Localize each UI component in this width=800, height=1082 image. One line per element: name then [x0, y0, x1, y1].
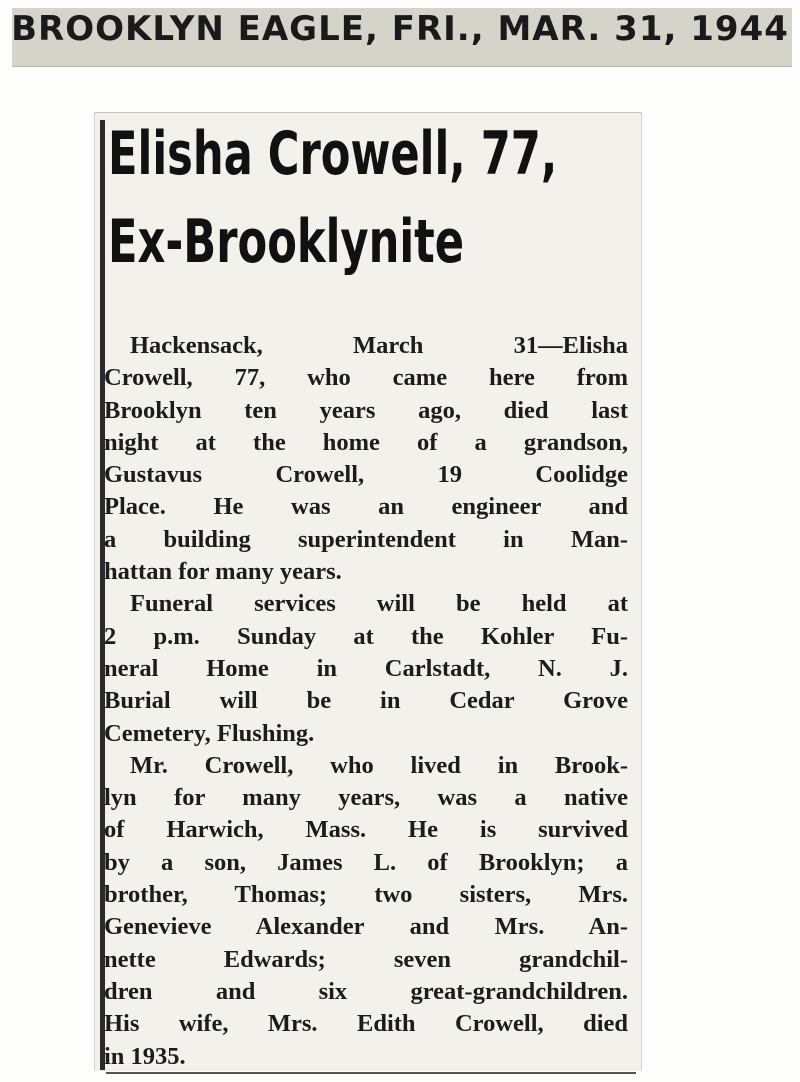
article-body: [104, 330, 628, 1073]
body-line: dren and six great-grandchildren.: [104, 977, 628, 1005]
body-line: Hackensack, March 31—Elisha: [130, 332, 628, 359]
body-line: nette Edwards; seven grandchil-: [104, 945, 628, 973]
body-line: His wife, Mrs. Edith Crowell, died: [104, 1010, 628, 1038]
body-line: Funeral services will be held at: [130, 590, 628, 618]
article-headline: [108, 110, 626, 286]
body-line: Brooklyn ten years ago, died last: [104, 396, 628, 424]
body-line: Place. He was an engineer and: [104, 493, 628, 521]
body-line: Mr. Crowell, who lived in Brook-: [130, 751, 628, 779]
bottom-rule: [106, 1072, 636, 1074]
body-line: Genevieve Alexander and Mrs. An-: [104, 913, 628, 941]
body-line: 2 p.m. Sunday at the Kohler Fu-: [104, 622, 628, 650]
body-line: Burial will be in Cedar Grove: [104, 687, 628, 715]
body-line: neral Home in Carlstadt, N. J.: [104, 654, 628, 682]
body-line: Cemetery, Flushing.: [104, 719, 315, 747]
body-line: of Harwich, Mass. He is survived: [104, 816, 628, 844]
body-line: a building superintendent in Man-: [104, 525, 628, 553]
body-line: in 1935.: [104, 1042, 186, 1070]
body-line: Gustavus Crowell, 19 Coolidge: [104, 461, 628, 489]
masthead-title: BROOKLYN EAGLE, FRI., MAR. 31, 1944: [11, 9, 789, 49]
headline-line-2: Ex-Brooklynite: [108, 207, 465, 277]
body-line: brother, Thomas; two sisters, Mrs.: [104, 881, 628, 909]
body-line: night at the home of a grandson,: [104, 428, 628, 456]
body-line: lyn for many years, was a native: [104, 784, 628, 812]
body-line: Crowell, 77, who came here from: [104, 364, 628, 392]
body-line: hattan for many years.: [104, 558, 342, 586]
headline-line-1: Elisha Crowell, 77,: [108, 119, 558, 189]
body-line: by a son, James L. of Brooklyn; a: [104, 848, 628, 876]
